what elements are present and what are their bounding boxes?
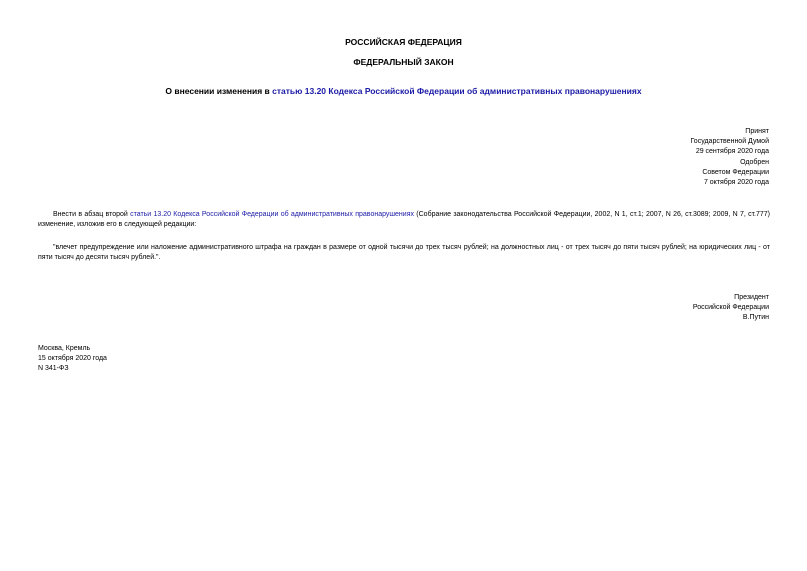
footer-block	[38, 344, 107, 375]
approved-label: Одобрен	[740, 158, 769, 166]
signatory-name: В.Путин	[742, 314, 769, 322]
body-paragraph-1	[38, 210, 770, 230]
para1-prefix: Внести в абзац второй	[53, 211, 131, 218]
law-title	[0, 86, 807, 97]
law-number: N 341-ФЗ	[38, 365, 69, 373]
signing-place: Москва, Кремль	[38, 345, 91, 352]
approved-by: Советом Федерации	[702, 168, 769, 176]
signatory-org: Российской Федерации	[692, 304, 769, 312]
adopted-label: Принят	[745, 128, 769, 135]
law-title-prefix: О внесении изменения в	[165, 86, 273, 96]
signatory-position: Президент	[734, 294, 769, 301]
para1-suffix: (Собрание законодательства Российской Федерации, 2002, N 1, ст.1; 2007, N 26, ст.3089; 2009, N 7, ст.777) изменение, изложив его в следующей редакции:	[38, 211, 770, 229]
article-link[interactable]: статьи 13.20 Кодекса Российской Федерации об административных правонарушениях	[130, 211, 414, 218]
signing-date: 15 октября 2020 года	[38, 355, 107, 363]
signature-block	[693, 293, 769, 324]
approved-date: 7 октября 2020 года	[703, 179, 769, 187]
adopted-date: 29 сентября 2020 года	[695, 148, 769, 156]
adoption-block	[690, 127, 769, 188]
body-paragraph-2: "влечет предупреждение или наложение административного штрафа на граждан в размере от одной тысячи до трех тысяч рублей; на должностных лиц - от трех тысяч до пяти тысяч рублей; на юридических лиц - от пяти тысяч до десяти тысяч рублей.".	[38, 244, 770, 262]
adopted-by: Государственной Думой	[690, 138, 769, 146]
law-type-heading: ФЕДЕРАЛЬНЫЙ ЗАКОН	[353, 57, 454, 67]
law-title-link[interactable]: статью 13.20 Кодекса Российской Федерации об административных правонарушениях	[272, 86, 642, 96]
country-heading: РОССИЙСКАЯ ФЕДЕРАЦИЯ	[345, 37, 462, 47]
